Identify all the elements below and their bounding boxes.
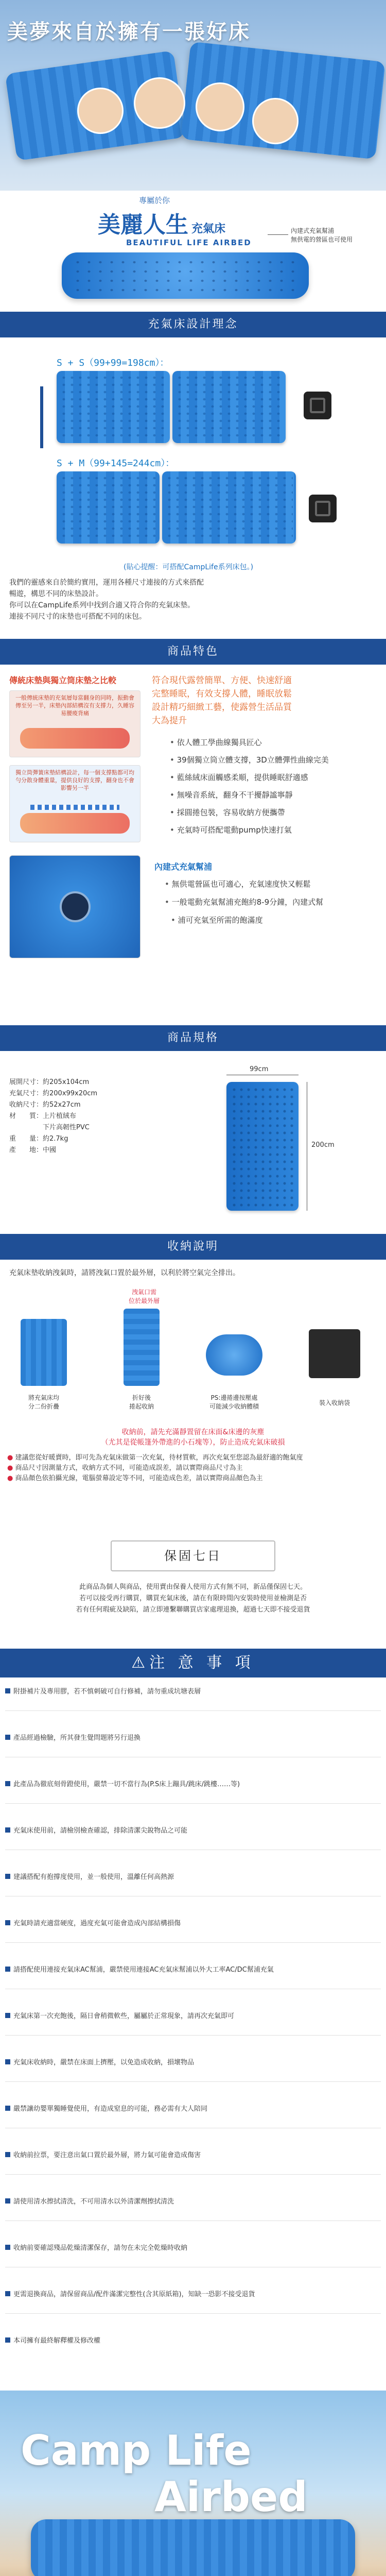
square-bullet-icon — [5, 2291, 10, 2296]
spec-line-4: 材 質：上片植絨布 — [9, 1112, 77, 1120]
concept-para — [9, 577, 204, 622]
connector-clip-icon — [304, 392, 331, 419]
step-3-l2: 可能減少收納體積 — [209, 1403, 259, 1410]
notice-item-text: 產品經過檢驗，所其發生覺問題將另行退換 — [13, 1734, 141, 1742]
concept-para-l4: 連接不同尺寸的床墊也可搭配不同的床包。 — [9, 613, 146, 621]
notice-divider — [5, 2174, 381, 2175]
notice-item-text: 附掛補片及專用膠，若不慎刺破可自行修補，請勿重成坑塘表層 — [13, 1688, 201, 1696]
storage-banner: 收納說明 — [0, 1234, 386, 1260]
step-2-l1: 折好後 — [132, 1394, 151, 1401]
feature-bullet-2: • 39個獨立筒立體支撐，3D立體彈性曲線完美 — [170, 754, 329, 766]
spec-line-5: 下片高韌性PVC — [9, 1124, 90, 1131]
family-photo-1 — [77, 88, 124, 134]
pump-callout-l2: 無供電的營區也可使用 — [291, 236, 353, 243]
step-1-label — [15, 1394, 72, 1411]
specs-banner: 商品規格 — [0, 1025, 386, 1051]
pump-bullet-2: • 一般電動充氣幫浦充飽約8-9分鐘，內建式幫 — [165, 896, 323, 908]
pump-bullet-1: • 無供電營區也可適心，充氣速度快又輕鬆 — [165, 878, 311, 890]
caution-1: ● 建議您從好暖賣時，即可先為充氣床做第一次充氣，待材質軟，再次充氣至您認為最舒適的飽氣度 — [7, 1454, 303, 1462]
notice-item-text: 請搭配使用連接充氣床AC幫浦，嚴禁使用連接AC充氣床幫浦以外大工率AC/DC幫浦充氣 — [13, 1966, 274, 1974]
coil-mattress-label: 獨立筒彈簧床墊結構設計，每一個支撐點都可均勻分散身體重量，提供良好的支撐，翻身也不會影響另一半 — [15, 769, 134, 791]
square-bullet-icon — [5, 2106, 10, 2111]
feature-bullet-4: • 無噪音系統，翻身不干擾靜謐寧靜 — [170, 789, 293, 801]
feature-bullet-3: • 藍絲絨床面觸感柔順，提供睡眠舒適感 — [170, 772, 308, 783]
notice-item-text: 更需退換商品，請保留商品/配件滿潔完整性(含其原紙箱)，知缺一恐影不接受退貨 — [13, 2291, 255, 2298]
notice-item-text: 充氣床使用前，請檢別檢查確認，排除清潔尖銳物品之可能 — [13, 1827, 188, 1835]
notice-item-text: 本司擁有最終解釋權及修改權 — [13, 2337, 101, 2345]
square-bullet-icon — [5, 2337, 10, 2343]
features-section — [0, 670, 386, 1010]
notice-item — [5, 1965, 381, 1975]
features-intro-l3: 設計精巧細緻工藝，使露營生活品質 — [152, 702, 292, 713]
brand-title-suffix: 充氣床 — [191, 223, 226, 235]
notice-item-text: 建議搭配有抱撐度使用，並一般使用，溫離任何高熱源 — [13, 1873, 174, 1881]
notice-item — [5, 1734, 381, 1743]
airbed-dimension-image — [226, 1082, 299, 1211]
concept-banner: 充氣床設計理念 — [0, 312, 386, 337]
notice-banner: ⚠注 意 事 項 — [0, 1649, 386, 1677]
brand-title-main: 美麗人生 — [98, 212, 188, 238]
accent-bar — [40, 386, 43, 448]
storage-bag-image — [309, 1329, 360, 1378]
built-in-pump-image — [9, 855, 141, 958]
notice-item — [5, 2290, 381, 2299]
hero-title: 美夢來自於擁有一張好床 — [7, 20, 251, 44]
step-1-l1: 將充氣床均 — [28, 1394, 59, 1401]
notice-item — [5, 2012, 381, 2021]
size-s-s: S + S（99+99=198cm）： — [57, 358, 169, 368]
feature-bullet-1: • 依人體工學曲線獨具匠心 — [170, 737, 262, 748]
pump-callout-l1: 內建式充氣幫浦 — [291, 227, 335, 234]
notice-divider — [5, 1942, 381, 1943]
notice-divider — [5, 2035, 381, 2036]
dim-height-label: 200cm — [311, 1141, 335, 1149]
pump-feature-title: 內建式充氣幫浦 — [154, 862, 213, 872]
coil-mattress-image — [9, 765, 141, 842]
step-1-l2: 分二份折疊 — [28, 1403, 59, 1410]
notice-item — [5, 1780, 381, 1789]
caution-2: ● 商品尺寸因測量方式，收納方式不同，可能造成誤差，請以實際商品尺寸為主 — [7, 1464, 243, 1472]
features-intro-l4: 大為提升 — [152, 716, 187, 726]
storage-steps — [0, 1288, 386, 1422]
square-bullet-icon — [5, 1874, 10, 1879]
notice-item — [5, 2244, 381, 2253]
family-photo-3 — [196, 82, 244, 131]
vent-label-l1: 洩氣口需 — [132, 1289, 157, 1296]
features-intro — [152, 674, 292, 727]
notice-item-text: 此產品為徹底刻骨蹬使用，嚴禁一切不當行為(P.S床上蹦具/跳床/跳樓……等) — [13, 1781, 240, 1788]
airbed-product-image — [62, 252, 309, 299]
notice-item — [5, 1687, 381, 1697]
square-bullet-icon — [5, 1735, 10, 1740]
concept-caption: (貼心提醒：可搭配CampLife系列床包。) — [124, 563, 254, 571]
step-4-label: 裝入收納袋 — [319, 1399, 350, 1406]
caution-3-text: 商品顏色依拍攝光線，電腦螢幕設定等不同，可能造成色差，請以實際商品顏色為主 — [15, 1475, 263, 1482]
step-2-l2: 捲起收納 — [129, 1403, 154, 1410]
spec-line-6: 重 量：約2.7kg — [9, 1135, 68, 1143]
storage-cautions — [7, 1453, 378, 1484]
vent-label-l2: 位於最外層 — [129, 1297, 160, 1304]
notice-item-text: 充氣床收納時，嚴禁在床面上擠壓，以免造成收納，損壞物品 — [13, 2059, 195, 2066]
pump-bullet-3: • 浦可充氣至所需的飽滿度 — [171, 914, 263, 926]
warranty-l3: 若有任何瑕疵及缺陷，請立即連繫聯購買店家處理退換，超過七天即不接受退貨 — [76, 1606, 310, 1614]
caution-1-text: 建議您從好暖賣時，即可先為充氣床做第一次充氣，待材質軟，再次充氣至您認為最舒適的飽氣度 — [15, 1454, 303, 1462]
storage-warning-l1: 收納前，請先充滿靜置留在床面&床邊的灰塵 — [121, 1428, 265, 1436]
step-roll-image — [124, 1309, 160, 1386]
storage-warning — [0, 1427, 386, 1448]
notice-item — [5, 1919, 381, 1928]
hero-banner — [0, 0, 386, 191]
storage-warning-l2: （尤其是從帳篷外帶進的小石塊等），防止造成充氣床破損 — [101, 1438, 285, 1447]
notice-divider — [5, 2081, 381, 2082]
feature-bullet-5: • 採圓捲包裝，容易收納方便攜帶 — [170, 807, 285, 818]
brand-section — [0, 191, 386, 309]
notice-item — [5, 2197, 381, 2207]
features-banner: 商品特色 — [0, 639, 386, 665]
footer-camp-life: Camp Life — [21, 2427, 252, 2475]
step-press-image — [206, 1334, 262, 1376]
square-bullet-icon — [5, 1688, 10, 1693]
notice-item-text: 嚴禁讓幼嬰單獨睡覺使用，有造成窒息的可能，務必需有大人陪同 — [13, 2105, 208, 2113]
traditional-mattress-label: 一般傳統床墊的充氣層每當翻身的同時，振動會傳至另一半，床墊內部結構沒有支撐力，久睡容易腰痠背痛 — [15, 694, 134, 717]
specs-section — [0, 1056, 386, 1221]
square-bullet-icon — [5, 1967, 10, 1972]
concept-section — [0, 340, 386, 556]
notice-divider — [5, 1710, 381, 1711]
notice-item — [5, 2151, 381, 2160]
notice-item-text: 充氣床第一次充飽後，隔日會稍微軟些，屬屬於正常現象，請再次充氣即可 — [13, 2012, 235, 2020]
notice-item — [5, 2058, 381, 2067]
spec-line-1: 展開尺寸：約205x104cm — [9, 1078, 90, 1086]
features-compare-title: 傳統床墊與獨立筒床墊之比較 — [9, 675, 117, 685]
notice-divider — [5, 1803, 381, 1804]
caution-2-text: 商品尺寸因測量方式，收納方式不同，可能造成誤差，請以實際商品尺寸為主 — [15, 1464, 243, 1472]
footer-banner — [0, 2391, 386, 2576]
square-bullet-icon — [5, 2245, 10, 2250]
vent-label — [129, 1288, 160, 1306]
notice-item — [5, 2105, 381, 2114]
step-2-label — [113, 1394, 170, 1411]
pad-m — [162, 471, 296, 544]
features-intro-l1: 符合現代露營簡單、方便、快速舒適 — [152, 675, 292, 686]
notice-item — [5, 1873, 381, 1882]
dim-width-label: 99cm — [250, 1065, 269, 1073]
warranty-title: 保固七日 — [111, 1540, 275, 1571]
brand-title — [98, 206, 225, 239]
family-photo-2 — [134, 77, 185, 129]
step-fold-image — [21, 1319, 67, 1386]
connector-clip-icon-2 — [309, 495, 337, 522]
notice-item-text: 充氣時請充適當硬度，過度充氣可能會造成內部結構損傷 — [13, 1920, 181, 1927]
callout-line — [268, 234, 288, 235]
step-3-l1: PS:邊捲邊按壓處 — [210, 1394, 258, 1401]
spec-line-7: 產 地：中國 — [9, 1146, 57, 1154]
square-bullet-icon — [5, 2059, 10, 2064]
traditional-mattress-image — [9, 690, 141, 757]
storage-intro: 充氣床墊收納洩氣時，請將洩氣口置於最外層，以利於將空氣完全排出。 — [9, 1269, 240, 1277]
spec-line-2: 充氣尺寸：約200x99x20cm — [9, 1090, 98, 1097]
notice-item-text: 收納前要確認殘品乾燥清潔保存，請勿在未完全乾燥時收納 — [13, 2244, 188, 2252]
size-s-m: S + M（99+145=244cm）： — [57, 458, 175, 469]
square-bullet-icon — [5, 2152, 10, 2157]
pad-s-1 — [57, 371, 170, 443]
notice-divider — [5, 2313, 381, 2314]
step-3-label — [198, 1394, 270, 1411]
warranty-l1: 此商品為個人與商品，使用賣由保養人使用方式有無不同，新品僅保固七天。 — [79, 1583, 307, 1591]
spec-line-3: 收納尺寸：約52x27cm — [9, 1101, 81, 1109]
pad-s-2 — [172, 371, 286, 443]
square-bullet-icon — [5, 2013, 10, 2018]
pad-s — [57, 471, 160, 544]
notice-item-text: 收納前拉票，要注意出氣口置於最外層，將力氣可能會造成傷害 — [13, 2151, 201, 2159]
warranty-l2: 若可以接受再行購買，購買充氣床後，請在有限時間內安裝時使用並檢測是否 — [79, 1595, 307, 1602]
square-bullet-icon — [5, 1781, 10, 1786]
concept-para-l1: 我們的靈感來自於簡約實用，運用各種尺寸連接的方式來搭配 — [9, 579, 204, 587]
square-bullet-icon — [5, 2198, 10, 2204]
warranty-text — [0, 1582, 386, 1616]
square-bullet-icon — [5, 1920, 10, 1925]
family-photo-4 — [252, 98, 299, 144]
square-bullet-icon — [5, 1827, 10, 1833]
concept-para-l2: 暢遊，構思不同的床墊設計。 — [9, 590, 103, 598]
caution-3: ● 商品顏色依拍攝光線，電腦螢幕設定等不同，可能造成色差，請以實際商品顏色為主 — [7, 1475, 263, 1482]
footer-airbed: Airbed — [154, 2473, 308, 2521]
concept-para-l3: 你可以在CampLife系列中找到合適又符合你的充氣床墊。 — [9, 601, 195, 609]
notice-item-text: 請使用清水擦拭清洗，不可用清水以外清潔劑擦拭清洗 — [13, 2198, 174, 2206]
features-intro-l2: 完整睡眠，有效支撐人體，睡眠放鬆 — [152, 689, 292, 699]
notice-item — [5, 1826, 381, 1836]
brand-tagline: 專屬於你 — [139, 196, 170, 205]
brand-english: BEAUTIFUL LIFE AIRBED — [126, 238, 252, 247]
feature-bullet-6: • 充氣時可搭配電動pump快速打氣 — [170, 824, 292, 836]
pump-callout — [291, 227, 353, 244]
notice-item — [5, 2336, 381, 2346]
footer-airbed-image — [31, 2519, 355, 2576]
